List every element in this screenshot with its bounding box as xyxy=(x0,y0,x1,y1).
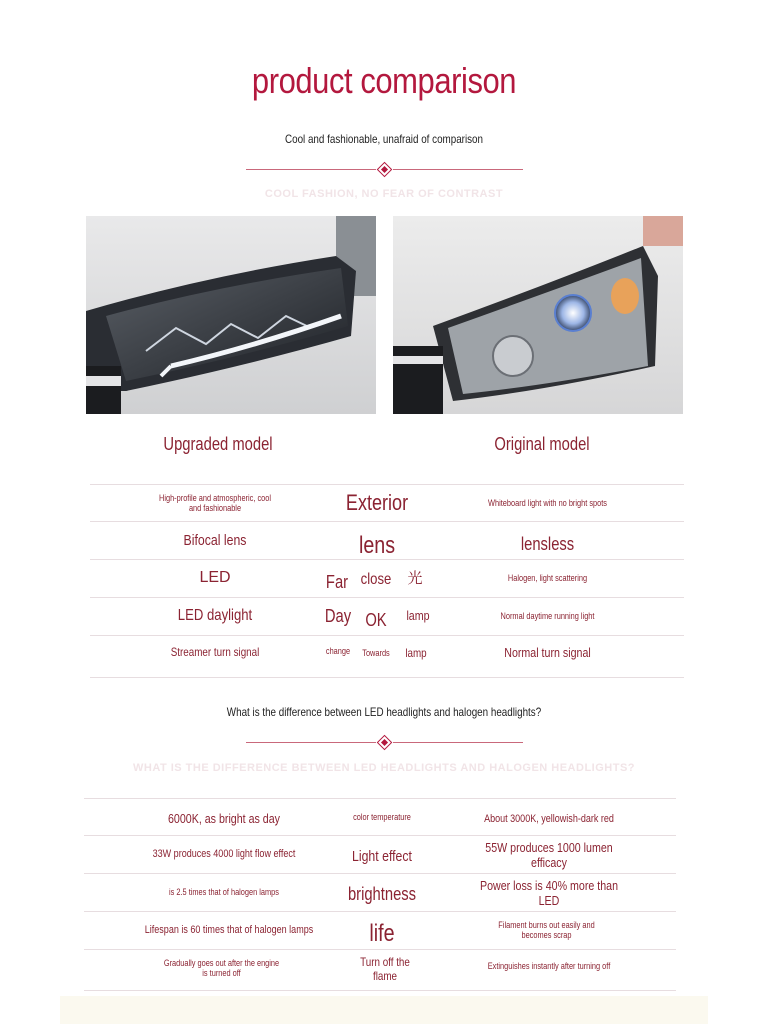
row-right: 55W produces 1000 lumen efficacy xyxy=(485,840,613,870)
row-right: Extinguishes instantly after turning off xyxy=(487,960,611,971)
section2-question: What is the difference between LED headlights and halogen headlights? xyxy=(226,705,542,719)
row-right: Halogen, light scattering xyxy=(507,573,588,584)
column-original-model: Original model xyxy=(494,434,590,454)
row-right: Power loss is 40% more than LED xyxy=(479,878,619,908)
diamond-ornament-icon xyxy=(377,735,393,751)
divider-left xyxy=(246,169,376,170)
table-row xyxy=(90,636,684,674)
table-row xyxy=(84,912,676,949)
row-right: About 3000K, yellowish-dark red xyxy=(484,812,614,825)
row-middle: Exterior xyxy=(345,490,409,516)
table-row xyxy=(90,485,684,521)
row-left: 33W produces 4000 light flow effect xyxy=(152,848,296,861)
page-title: product comparison xyxy=(251,60,517,101)
row-middle-b: close xyxy=(360,570,392,588)
row-left: 6000K, as bright as day xyxy=(167,810,281,826)
row-middle-b: OK xyxy=(365,609,387,630)
diamond-ornament-icon xyxy=(377,162,393,178)
original-headlight-photo xyxy=(393,216,683,414)
row-left: LED xyxy=(199,569,231,587)
row-middle-b: Towards xyxy=(362,647,390,658)
row-middle: color temperature xyxy=(353,811,411,822)
section2-faint-caption: WHAT IS THE DIFFERENCE BETWEEN LED HEADLIGHTS AND HALOGEN HEADLIGHTS? xyxy=(133,762,635,774)
row-middle-a: Day xyxy=(324,606,352,627)
row-middle: brightness xyxy=(347,883,417,904)
upgraded-headlight-photo xyxy=(86,216,376,414)
divider-left-2 xyxy=(246,742,376,743)
row-left: Lifespan is 60 times that of halogen lamps xyxy=(144,924,314,937)
row-middle-a: Far xyxy=(325,571,349,592)
row-left: Bifocal lens xyxy=(183,531,247,549)
row-left: Gradually goes out after the engine is turned off xyxy=(163,957,280,978)
divider-right-2 xyxy=(393,742,523,743)
table-row xyxy=(90,560,684,597)
table2-line-5 xyxy=(84,990,676,991)
page-subtitle: Cool and fashionable, unafraid of comparison xyxy=(284,132,484,146)
row-left: Streamer turn signal xyxy=(170,645,260,660)
table-row xyxy=(90,598,684,635)
row-middle: lens xyxy=(358,532,396,560)
divider-right xyxy=(393,169,523,170)
row-left: LED daylight xyxy=(177,607,253,625)
row-right: Normal daytime running light xyxy=(500,611,595,622)
table1-line-5 xyxy=(90,677,684,678)
row-middle: life xyxy=(369,920,395,948)
row-middle-a: change xyxy=(325,645,351,656)
column-upgraded-model: Upgraded model xyxy=(163,434,273,454)
table-row xyxy=(84,874,676,911)
table-row xyxy=(84,836,676,873)
table-row xyxy=(90,522,684,559)
row-middle: Light effect xyxy=(352,848,412,866)
row-right: Normal turn signal xyxy=(504,644,591,660)
row-middle-c: 光 xyxy=(407,569,423,587)
row-right: Filament burns out easily and becomes scrap xyxy=(498,919,595,940)
row-left: is 2.5 times that of halogen lamps xyxy=(169,887,279,898)
table-row xyxy=(84,950,676,990)
footer-band xyxy=(60,996,708,1024)
faint-caption: COOL FASHION, NO FEAR OF CONTRAST xyxy=(264,188,504,200)
row-middle-c: lamp xyxy=(405,646,427,661)
row-right: lensless xyxy=(520,533,575,554)
row-right: Whiteboard light with no bright spots xyxy=(488,497,607,508)
row-middle-c: lamp xyxy=(406,608,430,624)
table-row xyxy=(84,799,676,835)
row-left: High-profile and atmospheric, cool and fashionable xyxy=(158,492,271,513)
row-middle: Turn off the flame xyxy=(360,955,410,983)
